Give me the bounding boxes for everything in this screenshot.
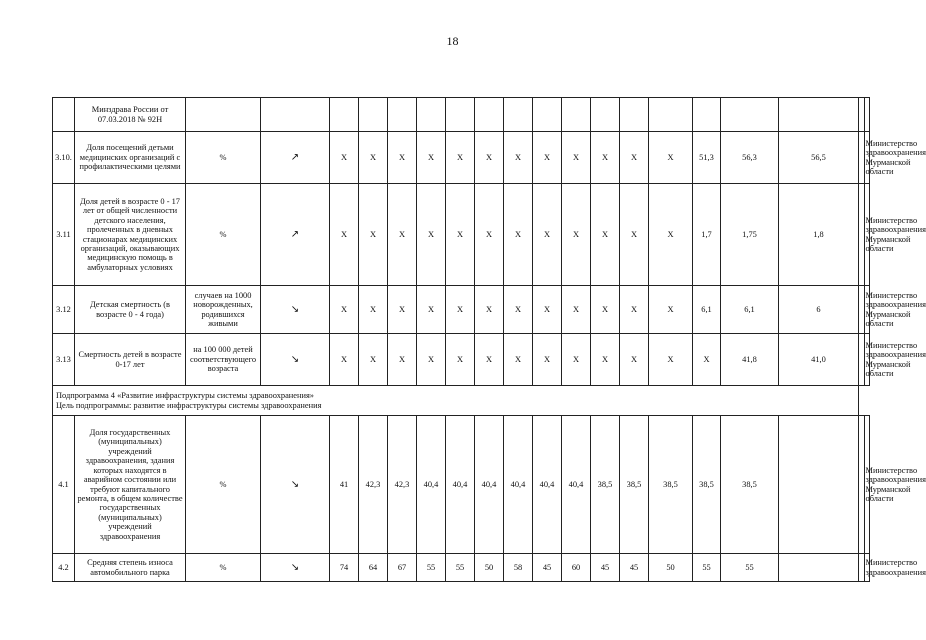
- value-cell: X: [330, 132, 359, 184]
- value-cell: 60: [562, 554, 591, 582]
- row-number: 3.13: [53, 334, 75, 386]
- value-cell: X: [620, 286, 649, 334]
- value-cell: X: [417, 334, 446, 386]
- indicator-name: Смертность детей в возрасте 0-17 лет: [75, 334, 186, 386]
- value-cell: 64: [359, 554, 388, 582]
- value-cell: 40,4: [533, 416, 562, 554]
- table-row: [53, 132, 870, 184]
- value-cell: 38,5: [721, 416, 779, 554]
- responsible-org: Министерство здравоохранения Мурманской области: [864, 286, 870, 334]
- table-row: [53, 554, 870, 582]
- value-cell: X: [620, 334, 649, 386]
- trend-arrow-icon: [261, 98, 330, 132]
- value-cell: X: [417, 286, 446, 334]
- subprogram-title: Подпрограмма 4 «Развитие инфраструктуры системы здравоохранения»: [56, 391, 314, 401]
- value-cell: X: [693, 334, 721, 386]
- trend-arrow-icon: ↘: [261, 334, 330, 386]
- value-cell: X: [475, 184, 504, 286]
- value-cell: X: [562, 132, 591, 184]
- value-cell: X: [649, 184, 693, 286]
- unit-cell: [186, 98, 261, 132]
- table-row: [53, 286, 870, 334]
- value-cell: 41,0: [779, 334, 859, 386]
- responsible-org: Министерство здравоохранения Мурманской области: [864, 334, 870, 386]
- value-cell: X: [359, 132, 388, 184]
- subprogram-row: [53, 386, 870, 416]
- trend-arrow-icon: ↘: [261, 416, 330, 554]
- unit-cell: %: [186, 184, 261, 286]
- value-cell: 1,75: [721, 184, 779, 286]
- value-cell: X: [504, 184, 533, 286]
- table-row: [53, 98, 870, 132]
- row-number: 4.1: [53, 416, 75, 554]
- value-cell: X: [504, 334, 533, 386]
- unit-cell: %: [186, 416, 261, 554]
- table-row: [53, 184, 870, 286]
- subprogram-cell: [53, 386, 859, 416]
- value-cell: X: [475, 334, 504, 386]
- row-number: 3.11: [53, 184, 75, 286]
- value-cell: [779, 416, 859, 554]
- value-cell: X: [330, 184, 359, 286]
- unit-cell: %: [186, 132, 261, 184]
- table-row: [53, 416, 870, 554]
- value-cell: X: [388, 286, 417, 334]
- value-cell: X: [388, 184, 417, 286]
- value-cell: X: [388, 334, 417, 386]
- value-cell: X: [649, 334, 693, 386]
- value-cell: [475, 98, 504, 132]
- value-cell: 55: [721, 554, 779, 582]
- responsible-org: Министерство здравоохранения: [864, 554, 870, 582]
- value-cell: 40,4: [446, 416, 475, 554]
- value-cell: [649, 98, 693, 132]
- row-number: 3.12: [53, 286, 75, 334]
- value-cell: [388, 98, 417, 132]
- value-cell: X: [562, 334, 591, 386]
- value-cell: 67: [388, 554, 417, 582]
- row-number: 4.2: [53, 554, 75, 582]
- value-cell: X: [330, 334, 359, 386]
- value-cell: X: [562, 184, 591, 286]
- responsible-org: [864, 98, 870, 132]
- value-cell: X: [591, 286, 620, 334]
- value-cell: 1,7: [693, 184, 721, 286]
- value-cell: 50: [649, 554, 693, 582]
- unit-cell: на 100 000 детей соответствующего возраста: [186, 334, 261, 386]
- responsible-org: Министерство здравоохранения Мурманской области: [864, 132, 870, 184]
- trend-arrow-icon: ↘: [261, 286, 330, 334]
- value-cell: X: [533, 286, 562, 334]
- value-cell: [591, 98, 620, 132]
- value-cell: 74: [330, 554, 359, 582]
- value-cell: X: [359, 184, 388, 286]
- value-cell: 58: [504, 554, 533, 582]
- value-cell: [779, 554, 859, 582]
- value-cell: [504, 98, 533, 132]
- value-cell: 42,3: [359, 416, 388, 554]
- value-cell: 45: [533, 554, 562, 582]
- indicators-table: [52, 97, 926, 582]
- value-cell: X: [330, 286, 359, 334]
- value-cell: X: [562, 286, 591, 334]
- value-cell: X: [620, 184, 649, 286]
- value-cell: 6: [779, 286, 859, 334]
- indicator-name: Средняя степень износа автомобильного парка: [75, 554, 186, 582]
- value-cell: X: [533, 334, 562, 386]
- indicator-name: Доля детей в возрасте 0 - 17 лет от общей численности детского населения, пролеченных в дневных стационарах медицинских организаций, оказывающих медицинскую помощь в амбулаторных условиях: [75, 184, 186, 286]
- value-cell: X: [591, 334, 620, 386]
- value-cell: 38,5: [620, 416, 649, 554]
- responsible-org: Министерство здравоохранения Мурманской области: [864, 416, 870, 554]
- value-cell: X: [417, 184, 446, 286]
- row-number: 3.10.: [53, 132, 75, 184]
- value-cell: [693, 98, 721, 132]
- indicator-name: Детская смертность (в возрасте 0 - 4 года): [75, 286, 186, 334]
- value-cell: [417, 98, 446, 132]
- value-cell: [330, 98, 359, 132]
- page-number: 18: [446, 34, 459, 48]
- value-cell: [721, 98, 779, 132]
- indicator-name: Доля посещений детьми медицинских организаций с профилактическими целями: [75, 132, 186, 184]
- subprogram-goal: Цель подпрограммы: развитие инфраструктуры системы здравоохранения: [56, 400, 322, 410]
- value-cell: 40,4: [417, 416, 446, 554]
- value-cell: 41: [330, 416, 359, 554]
- value-cell: [562, 98, 591, 132]
- value-cell: X: [620, 132, 649, 184]
- value-cell: [446, 98, 475, 132]
- value-cell: 6,1: [693, 286, 721, 334]
- value-cell: 42,3: [388, 416, 417, 554]
- value-cell: 1,8: [779, 184, 859, 286]
- value-cell: X: [446, 286, 475, 334]
- value-cell: 40,4: [562, 416, 591, 554]
- value-cell: 38,5: [693, 416, 721, 554]
- value-cell: [620, 98, 649, 132]
- value-cell: 41,8: [721, 334, 779, 386]
- trend-arrow-icon: ↗: [261, 184, 330, 286]
- value-cell: X: [533, 184, 562, 286]
- value-cell: 55: [446, 554, 475, 582]
- value-cell: X: [446, 184, 475, 286]
- value-cell: 50: [475, 554, 504, 582]
- value-cell: X: [446, 334, 475, 386]
- row-number: [53, 98, 75, 132]
- value-cell: X: [591, 184, 620, 286]
- value-cell: 45: [591, 554, 620, 582]
- value-cell: 45: [620, 554, 649, 582]
- value-cell: 56,3: [721, 132, 779, 184]
- value-cell: 55: [417, 554, 446, 582]
- value-cell: X: [504, 286, 533, 334]
- table-row: [53, 334, 870, 386]
- value-cell: X: [649, 132, 693, 184]
- value-cell: X: [591, 132, 620, 184]
- value-cell: 56,5: [779, 132, 859, 184]
- value-cell: 40,4: [475, 416, 504, 554]
- value-cell: X: [533, 132, 562, 184]
- value-cell: [359, 98, 388, 132]
- unit-cell: случаев на 1000 новорожденных, родившихся живыми: [186, 286, 261, 334]
- value-cell: X: [475, 132, 504, 184]
- value-cell: 55: [693, 554, 721, 582]
- value-cell: 40,4: [504, 416, 533, 554]
- unit-cell: %: [186, 554, 261, 582]
- indicator-name: Минздрава России от 07.03.2018 № 92Н: [75, 98, 186, 132]
- trend-arrow-icon: ↗: [261, 132, 330, 184]
- value-cell: X: [388, 132, 417, 184]
- value-cell: 38,5: [591, 416, 620, 554]
- value-cell: X: [417, 132, 446, 184]
- value-cell: X: [359, 286, 388, 334]
- value-cell: X: [446, 132, 475, 184]
- value-cell: X: [475, 286, 504, 334]
- trend-arrow-icon: ↘: [261, 554, 330, 582]
- value-cell: 38,5: [649, 416, 693, 554]
- value-cell: X: [504, 132, 533, 184]
- value-cell: X: [359, 334, 388, 386]
- value-cell: X: [649, 286, 693, 334]
- value-cell: 6,1: [721, 286, 779, 334]
- value-cell: [533, 98, 562, 132]
- indicator-name: Доля государственных (муниципальных) учреждений здравоохранения, здания которых находятся в аварийном состоянии или требуют капитального ремонта, в общем количестве государственных (муниципальных) учреждений здравоохранения: [75, 416, 186, 554]
- value-cell: [779, 98, 859, 132]
- value-cell: 51,3: [693, 132, 721, 184]
- responsible-org: Министерство здравоохранения Мурманской области: [864, 184, 870, 286]
